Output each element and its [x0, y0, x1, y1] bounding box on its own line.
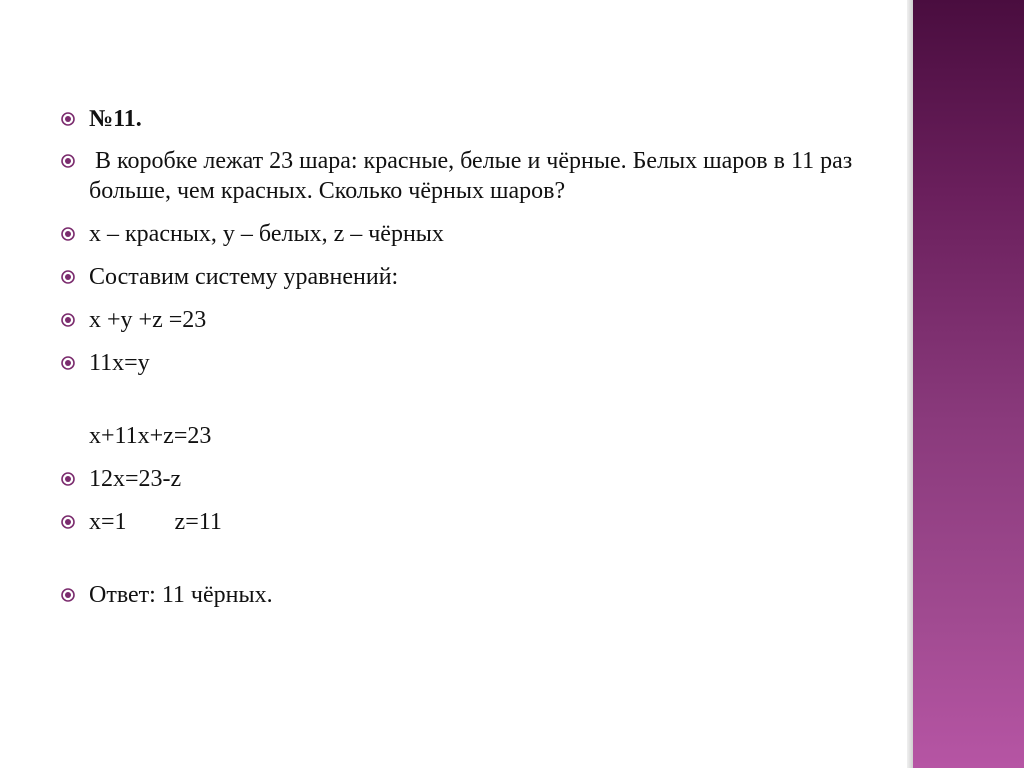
problem-number: №11. [89, 106, 142, 132]
solution-values [89, 507, 890, 537]
slide-content [60, 104, 890, 610]
answer: Ответ: 11 чёрных. [89, 582, 273, 608]
side-decoration-band [913, 0, 1024, 768]
equation-3: x+11x+z=23 [89, 423, 212, 449]
list-item [60, 421, 890, 451]
list-item [60, 305, 890, 335]
circle-bullet-icon [60, 587, 76, 603]
list-item [60, 146, 890, 206]
system-intro: Составим систему уравнений: [89, 264, 399, 290]
list-item [60, 219, 890, 249]
circle-bullet-icon [60, 269, 76, 285]
list-item [60, 262, 890, 292]
equation-1: x +y +z =23 [89, 307, 207, 333]
circle-bullet-icon [60, 471, 76, 487]
circle-bullet-icon [60, 153, 76, 169]
equation-2: 11x=y [89, 350, 150, 376]
list-item [60, 348, 890, 378]
list-item [60, 580, 890, 610]
circle-bullet-icon [60, 226, 76, 242]
circle-bullet-icon [60, 111, 76, 127]
circle-bullet-icon [60, 312, 76, 328]
list-item [60, 104, 890, 134]
circle-bullet-icon [60, 355, 76, 371]
circle-bullet-icon [60, 514, 76, 530]
equation-4: 12x=23-z [89, 466, 182, 492]
z-value: z=11 [174, 509, 222, 535]
list-item [60, 507, 890, 537]
x-value: x=1 [89, 509, 127, 535]
problem-statement: В коробке лежат 23 шара: красные, белые и чёрные. Белых шаров в 11 раз больше, чем красных. Сколько чёрных шаров? [89, 148, 859, 204]
list-item [60, 464, 890, 494]
variables-definition: x – красных, y – белых, z – чёрных [89, 221, 444, 247]
